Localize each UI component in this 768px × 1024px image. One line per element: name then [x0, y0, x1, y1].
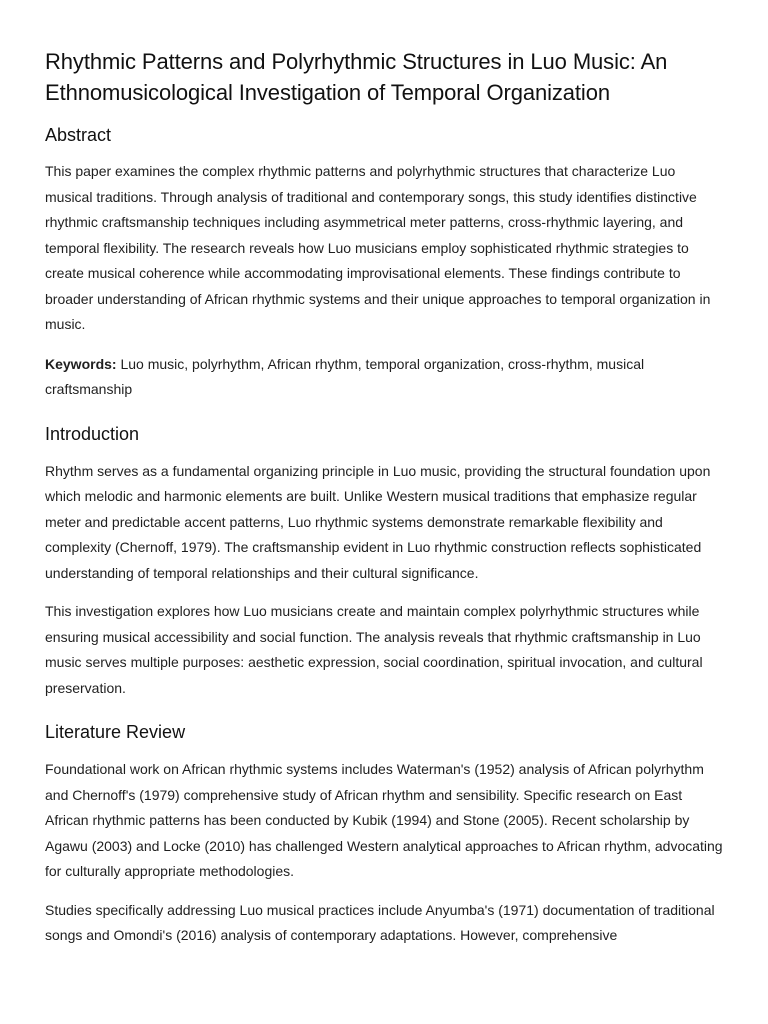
- keywords-list: Luo music, polyrhythm, African rhythm, temporal organization, cross-rhythm, musical craftsmanship: [45, 355, 645, 397]
- keywords-label: Keywords:: [45, 355, 117, 372]
- literature-review-paragraph-1: Foundational work on African rhythmic systems includes Waterman's (1952) analysis of African polyrhythm and Chernoff's (1979) comprehensive study of African rhythm and sensibility. Specific research on East African rhythmic patterns has been conducted by Kubik (1994) and Stone (2005). Recent scholarship by Agawu (2003) and Locke (2010) has challenged Western analytical approaches to African rhythm, advocating for culturally appropriate methodologies.: [45, 761, 723, 879]
- abstract-text: This paper examines the complex rhythmic patterns and polyrhythmic structures that characterize Luo musical traditions. Through analysis of traditional and contemporary songs, this study identifies distinctive rhythmic craftsmanship techniques including asymmetrical meter patterns, cross-rhythmic layering, and temporal flexibility. The research reveals how Luo musicians employ sophisticated rhythmic strategies to create musical coherence while accommodating improvisational elements. These findings contribute to broader understanding of African rhythmic systems and their unique approaches to temporal organization in music.: [45, 163, 711, 332]
- introduction-paragraph-1: Rhythm serves as a fundamental organizing principle in Luo music, providing the structural foundation upon which melodic and harmonic elements are built. Unlike Western musical traditions that emphasize regular meter and predictable accent patterns, Luo rhythmic systems demonstrate remarkable flexibility and complexity (Chernoff, 1979). The craftsmanship evident in Luo rhythmic construction reflects sophisticated understanding of temporal relationships and their cultural significance.: [45, 462, 711, 581]
- literature-review-heading: Literature Review: [45, 722, 186, 742]
- abstract-heading: Abstract: [45, 125, 112, 145]
- introduction-paragraph-2: This investigation explores how Luo musicians create and maintain complex polyrhythmic structures while ensuring musical accessibility and social function. The analysis reveals that rhythmic craftsmanship in Luo music serves multiple purposes: aesthetic expression, social coordination, spiritual invocation, and cultural preservation.: [45, 603, 703, 696]
- introduction-heading: Introduction: [45, 423, 140, 444]
- literature-review-paragraph-2: Studies specifically addressing Luo musical practices include Anyumba's (1971) documentation of traditional songs and Omondi's (2016) analysis of contemporary adaptations. However, comprehensive: [45, 901, 715, 943]
- keywords: [45, 352, 723, 403]
- paper-title: Rhythmic Patterns and Polyrhythmic Structures in Luo Music: An Ethnomusicological Investigation of Temporal Organization: [45, 49, 668, 105]
